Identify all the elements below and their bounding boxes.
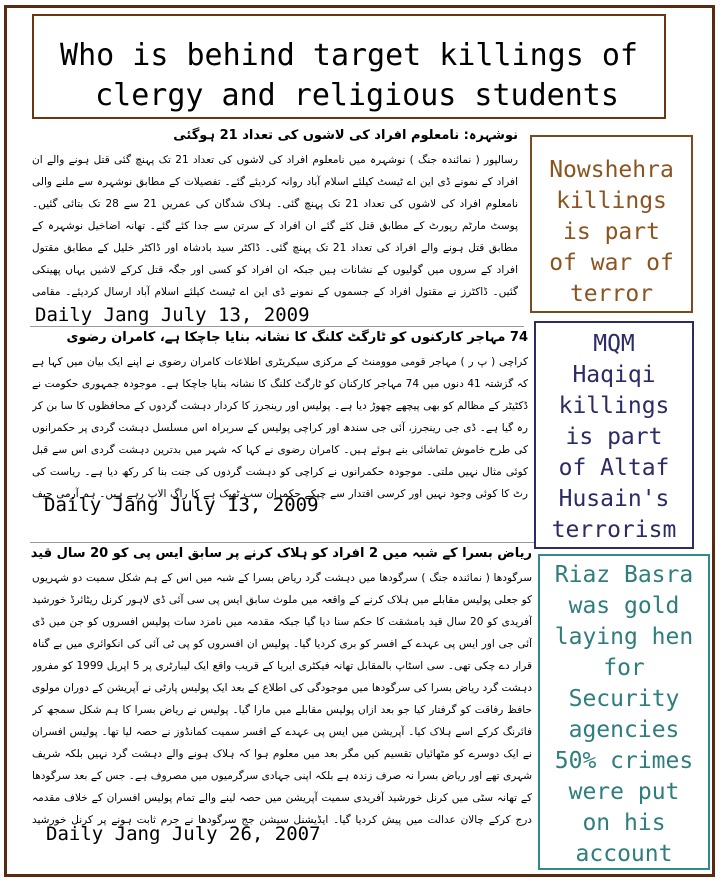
clipping-1-headline: نوشہرہ: نامعلوم افراد کی لاشوں کی تعداد 21 ہوگئی	[173, 128, 518, 143]
mqm-note-line: terrorism	[551, 517, 677, 543]
mqm-note-line: is part	[565, 424, 663, 450]
title-line-1: Who is behind target killings of	[60, 38, 638, 73]
riaz-note-line: on his	[582, 810, 666, 836]
nowshehra-note-line: Nowshehra	[549, 157, 674, 183]
title-box	[32, 14, 666, 119]
title-line-2: clergy and religious students	[95, 78, 619, 113]
clipping-1-body: رسالپور ( نمائندہ جنگ ) نوشہرہ میں نامعلوم افراد کی لاشوں کی تعداد 21 تک پہنچ گئی قتل ہونے والے ان افراد کے نمونے ڈی این اے ٹیسٹ کیلئے اسلام آباد روانہ کردیئے گئے۔ تفصیلات کے مطابق نوشہرہ سے ملنے والی نامعلوم افراد کی لاشوں کی تعداد 21 تک پہنچ گئی۔ ہلاک شدگان کی عمریں 21 سے 28 تک بتائی گئیں۔ پوسٹ مارٹم رپورٹ کے مطابق قتل کئے گئے ان افراد کے سرتن سے جدا کئے گئے۔ تھانہ اضاخیل نوشہرہ کے مطابق قتل ہونے والے افراد کی تعداد 21 تک پہنچ گئی۔ ڈاکٹر سید بادشاہ اور ڈاکٹر خلیل کے مطابق مقتول افراد کے سروں میں گولیوں کے نشانات ہیں جبکہ ان افراد کو کسی اور جگہ قتل کرکے لاشیں یہاں پھینکی گئیں۔ ڈاکٹرز نے مقتول افراد کے جسموں کے نمونے ڈی این اے ٹیسٹ کیلئے اسلام آباد ارسال کردیئے۔ مقامی	[32, 154, 518, 298]
riaz-note-line: were put	[568, 779, 680, 805]
riaz-note-line: agencies	[568, 717, 680, 743]
clipping-3-headline: ریاض بسرا کے شبہ میں 2 افراد کو ہلاک کرنے پر سابق ایس پی کو 20 سال قید	[30, 546, 532, 561]
riaz-note-line: laying hen	[554, 624, 694, 650]
divider-2	[30, 542, 536, 543]
clipping-3-body: سرگودھا ( نمائندہ جنگ ) سرگودھا میں دہشت گرد ریاض بسرا کے شبہ میں اس کے ہم شکل سمیت دو شہریوں کو جعلی پولیس مقابلے میں ہلاک کرنے کے واقعہ میں ملوث سابق ایس پی سی آئی ڈی لاہور کرنل ریٹائرڈ خورشید آفریدی کو 20 سال قید بامشقت کا حکم سنا دیا گیا جبکہ مقدمہ میں نامزد سات پولیس افسروں کو جن میں ڈی آئی جی اور ایس پی عہدے کے افسر کو بری کردیا گیا۔ پولیس ان افسروں کو پی ٹی آئی کی انکوائری میں بے گناہ قرار دے چکی تھی۔ سی اسٹاپ بالمقابل تھانہ فیکٹری ایریا کے قریب واقع ایک لیبارٹری پر 5 اپریل 1999 کو مفرور دہشت گرد ریاض بسرا کی سرگودھا میں موجودگی کی اطلاع کے بعد ایک پولیس پارٹی نے آپریشن کے دوران مولوی حافظ رفاقت کو گرفتار کیا جو بعد ازاں پولیس مقابلے میں مارا گیا۔ پولیس نے ریاض بسرا کا ہم شکل سمجھ کر فائرنگ کرکے اسے ہلاک کیا۔ آپریشن میں ایس پی عہدے کے افسر سمیت کمانڈوز نے حصہ لیا تھا۔ پولیس افسران نے ایک دوسرے کو مٹھائیاں تقسیم کیں مگر بعد میں معلوم ہوا کہ ہلاک ہونے والے دہشت گرد نہیں بلکہ شریف شہری تھے اور ریاض بسرا نہ صرف زندہ ہے بلکہ اپنی جہادی سرگرمیوں میں مصروف ہے۔ جس کے بعد سرگودھا کے تھانہ سٹی میں کرنل خورشید آفریدی سمیت آپریشن میں حصہ لینے والے تمام پولیس افسران کے خلاف مقدمہ درج کرکے چالان عدالت میں پیش کردیا گیا۔ ایڈیشنل سیشن جج سرگودھا نے جرم ثابت ہونے پر کرنل خورشید	[32, 572, 532, 826]
clipping-2-caption: Daily Jang July 13, 2009	[44, 494, 319, 516]
riaz-note-line: account	[575, 841, 673, 867]
nowshehra-note-line: terror	[569, 281, 654, 307]
clipping-3-caption: Daily Jang July 26, 2007	[46, 823, 321, 845]
riaz-note-line: was gold	[568, 593, 680, 619]
mqm-note-line: Husain's	[558, 486, 670, 512]
mqm-note-line: of Altaf	[558, 455, 670, 481]
clipping-3	[32, 546, 532, 831]
riaz-note-line: Security	[568, 686, 680, 712]
riaz-note-line: Riaz Basra	[554, 562, 694, 588]
clipping-2	[32, 330, 528, 505]
clipping-2-body: کراچی ( پ ر ) مہاجر قومی موومنٹ کے مرکزی سیکریٹری اطلاعات کامران رضوی نے اپنے ایک بیان میں کہا ہے کہ گزشتہ 41 دنوں میں 74 مہاجر کارکنان کو ٹارگٹ کلنگ کا نشانہ بنایا جاچکا ہے۔ موجودہ جمہوری حکومت نے ڈکٹیٹر کے مظالم کو بھی پیچھے چھوڑ دیا ہے۔ پولیس اور رینجرز کا کردار دہشت گردوں کے محافظوں کا سا بن کر رہ گیا ہے۔ ڈی جی رینجرز، آئی جی سندھ اور کراچی پولیس کے سربراہ اس مسلسل دہشت گردی پر حکمرانوں کی طرح خاموش تماشائی بنے ہوئے ہیں۔ کامران رضوی نے کہا کہ شہر میں بدترین دہشت گردی اس سے قبل کوئی مثال نہیں ملتی۔ موجودہ حکمرانوں نے کراچی کو دہشت گردوں کی جنت بنا کر رکھ دیا ہے۔ ریاست کی رٹ کا کوئی وجود نہیں اور کرسی اقتدار سے چپکے حکمران سب ٹھیک ہے کا راگ الاپ رہے ہیں۔ ہم آرمی چیف	[32, 356, 528, 500]
nowshehra-note-line: is part	[563, 219, 660, 245]
mqm-note-line: MQM	[593, 331, 635, 357]
riaz-note-line: for	[603, 655, 645, 681]
clipping-1	[32, 128, 518, 303]
mqm-note-line: Haqiqi	[572, 362, 656, 388]
nowshehra-note-box	[530, 135, 693, 313]
nowshehra-note-line: killings	[556, 188, 667, 214]
clipping-1-caption: Daily Jang July 13, 2009	[35, 304, 310, 326]
riaz-note-line: 50% crimes	[554, 748, 694, 774]
riaz-note-box	[538, 554, 710, 870]
nowshehra-note-line: of war of	[549, 250, 674, 276]
mqm-note-box	[534, 321, 694, 549]
mqm-note-line: killings	[558, 393, 670, 419]
divider-1	[30, 326, 524, 327]
clipping-2-headline: 74 مہاجر کارکنوں کو ٹارگٹ کلنگ کا نشانہ بنایا جاچکا ہے، کامران رضوی	[66, 330, 528, 345]
